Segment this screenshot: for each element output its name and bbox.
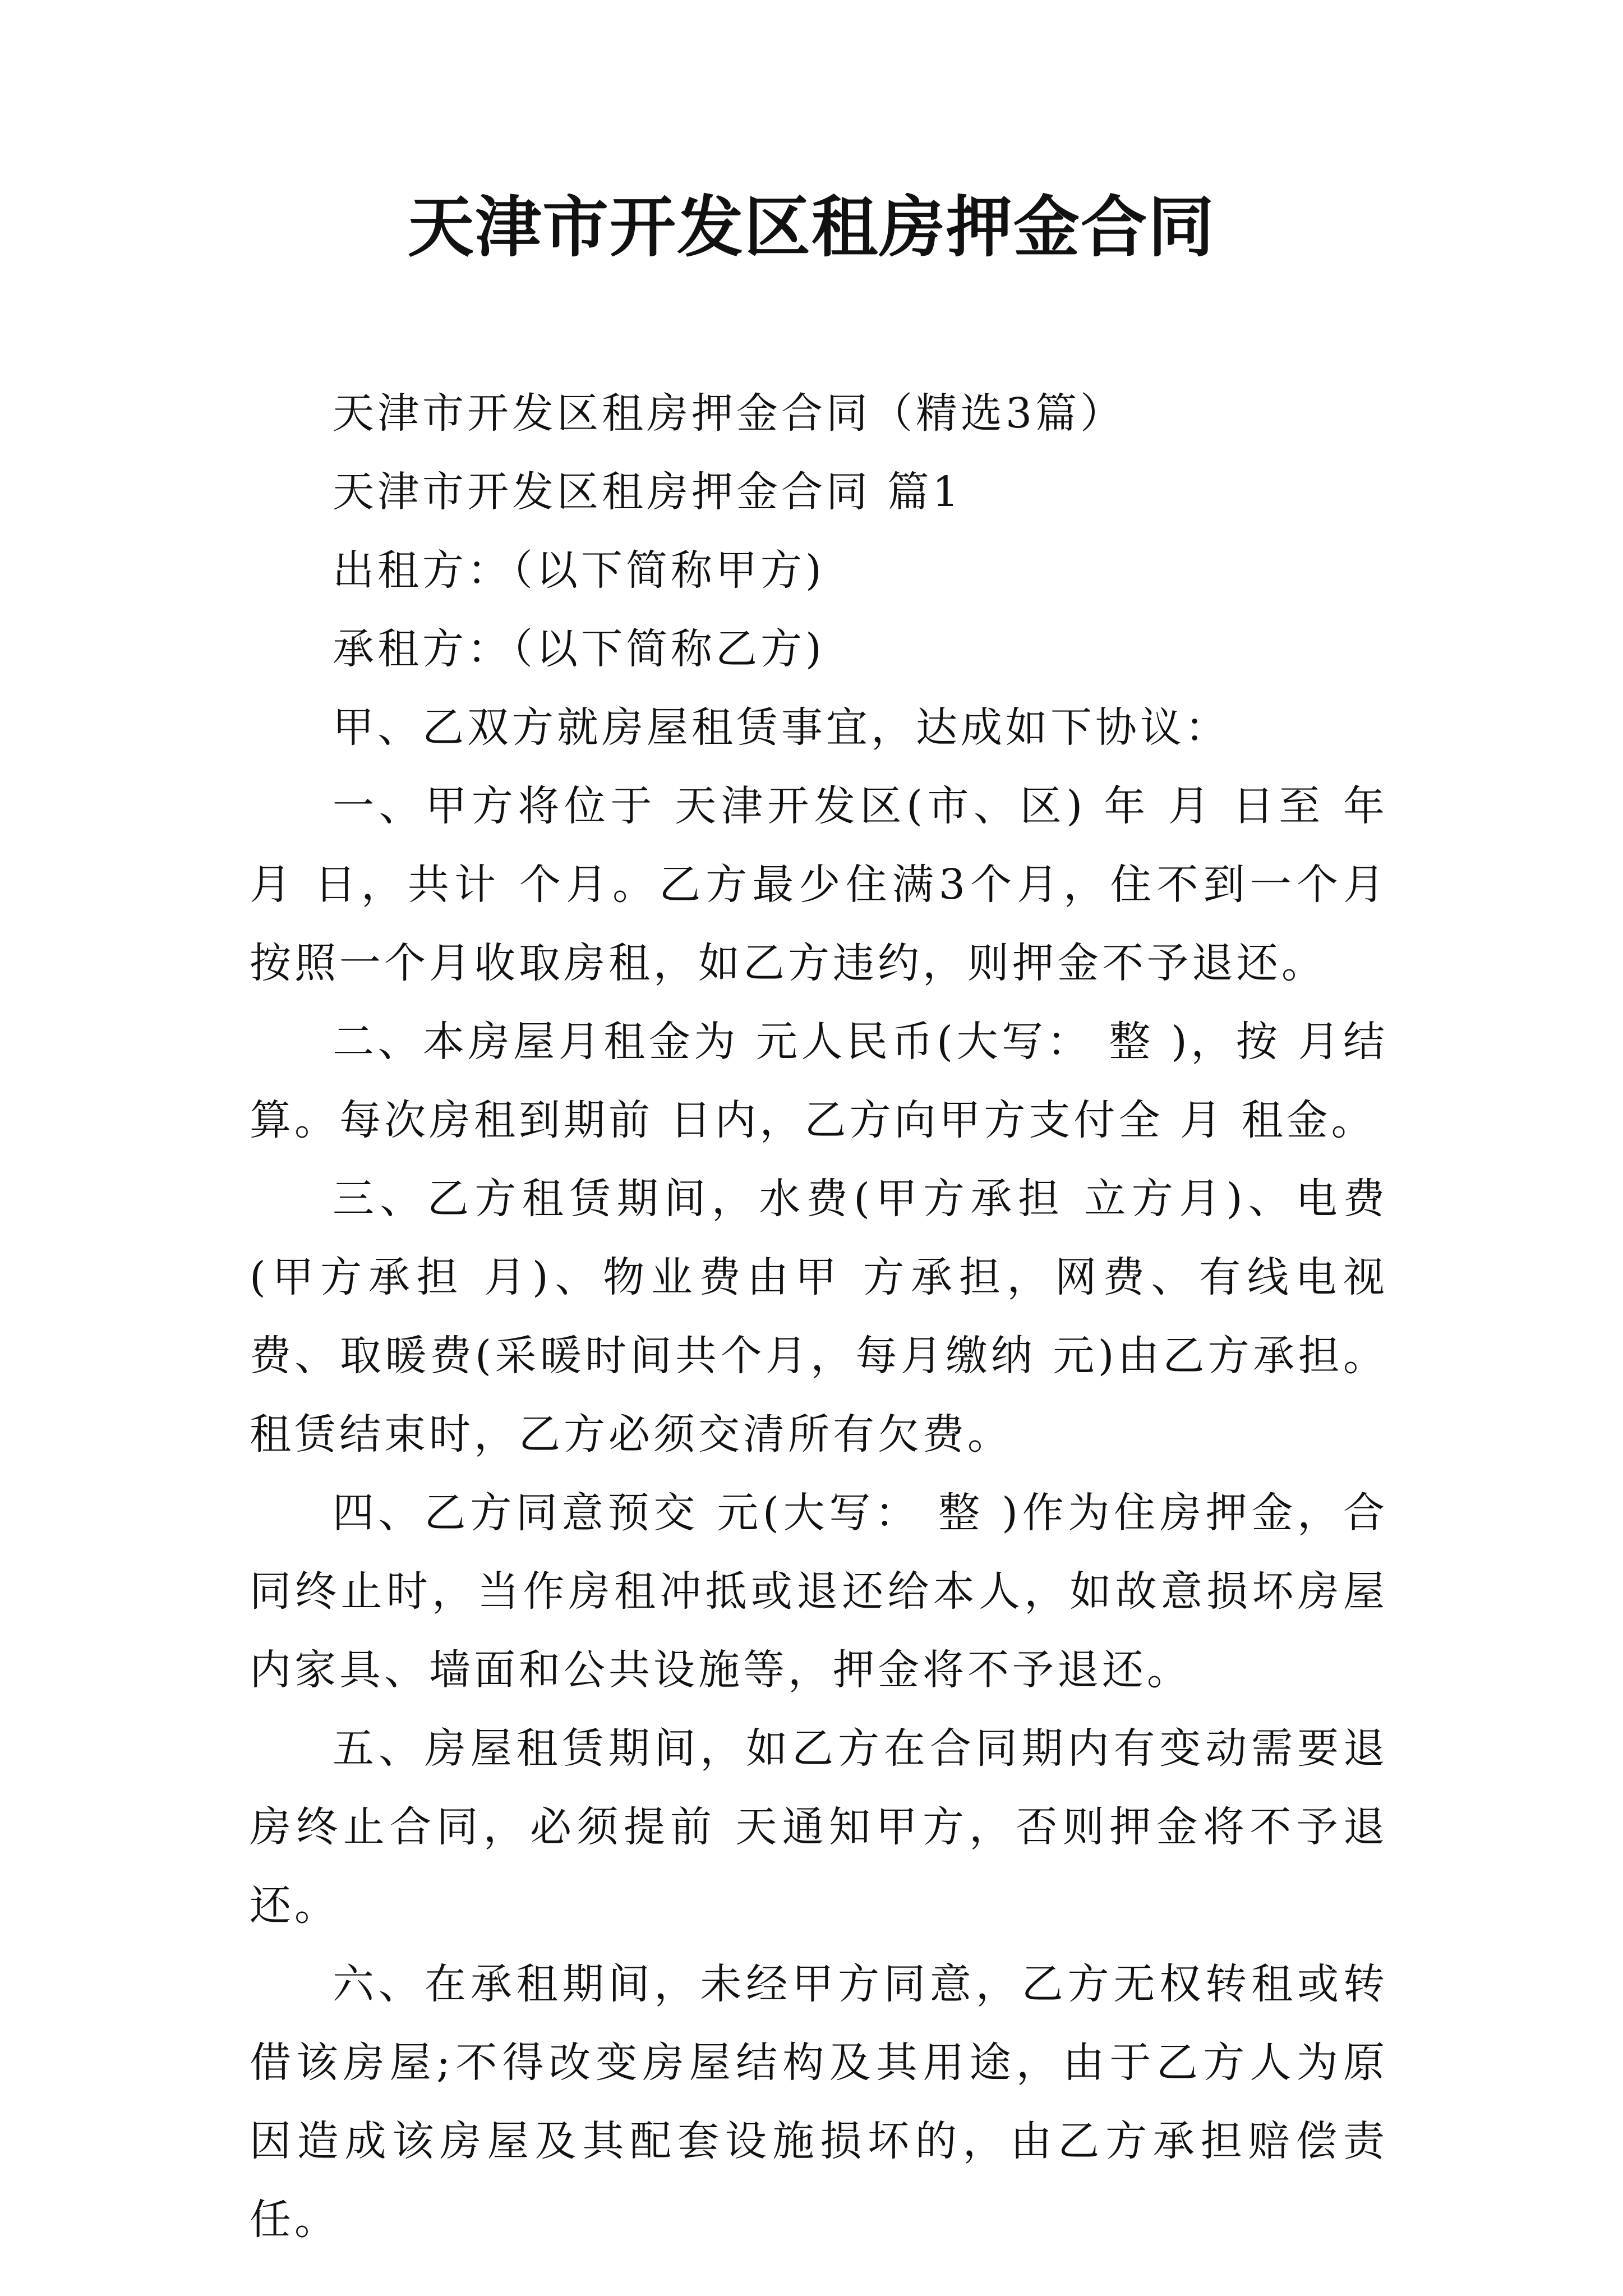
- clause-4: 四、乙方同意预交 元(大写： 整 )作为住房押金，合同终止时，当作房租冲抵或退还给本人，如故意损坏房屋内家具、墙面和公共设施等，押金将不予退还。: [250, 1489, 1388, 1694]
- section-heading: 天津市开发区租房押金合同 篇1: [333, 468, 962, 516]
- clause-2: 二、本房屋月租金为 元人民币(大写： 整 )，按 月结算。每次房租到期前 日内，乙方向甲方支付全 月 租金。: [250, 1018, 1388, 1144]
- document-body: [250, 374, 1388, 2259]
- lessee-line: 承租方：（以下简称乙方): [333, 625, 825, 673]
- clause-6: 六、在承租期间，未经甲方同意，乙方无权转租或转借该房屋;不得改变房屋结构及其用途，由于乙方人为原因造成该房屋及其配套设施损坏的，由乙方承担赔偿责任。: [250, 1960, 1388, 2244]
- collection-heading: 天津市开发区租房押金合同（精选3篇）: [333, 389, 1126, 438]
- document-title: 天津市开发区租房押金合同: [407, 188, 1215, 266]
- agreement-intro: 甲、乙双方就房屋租赁事宜，达成如下协议：: [333, 703, 1230, 752]
- clause-5: 五、房屋租赁期间，如乙方在合同期内有变动需要退房终止合同，必须提前 天通知甲方，否则押金将不予退还。: [250, 1724, 1388, 1930]
- lessor-line: 出租方：（以下简称甲方): [333, 546, 825, 595]
- clause-3: 三、乙方租赁期间，水费(甲方承担 立方月)、电费(甲方承担 月)、物业费由甲 方承担，网费、有线电视费、取暖费(采暖时间共个月，每月缴纳 元)由乙方承担。租赁结束时，乙方必须交清所有欠费。: [250, 1175, 1388, 1458]
- clause-1: 一、甲方将位于 天津开发区(市、区) 年 月 日至 年 月 日，共计 个月。乙方最少住满3个月，住不到一个月按照一个月收取房租，如乙方违约，则押金不予退还。: [250, 782, 1388, 987]
